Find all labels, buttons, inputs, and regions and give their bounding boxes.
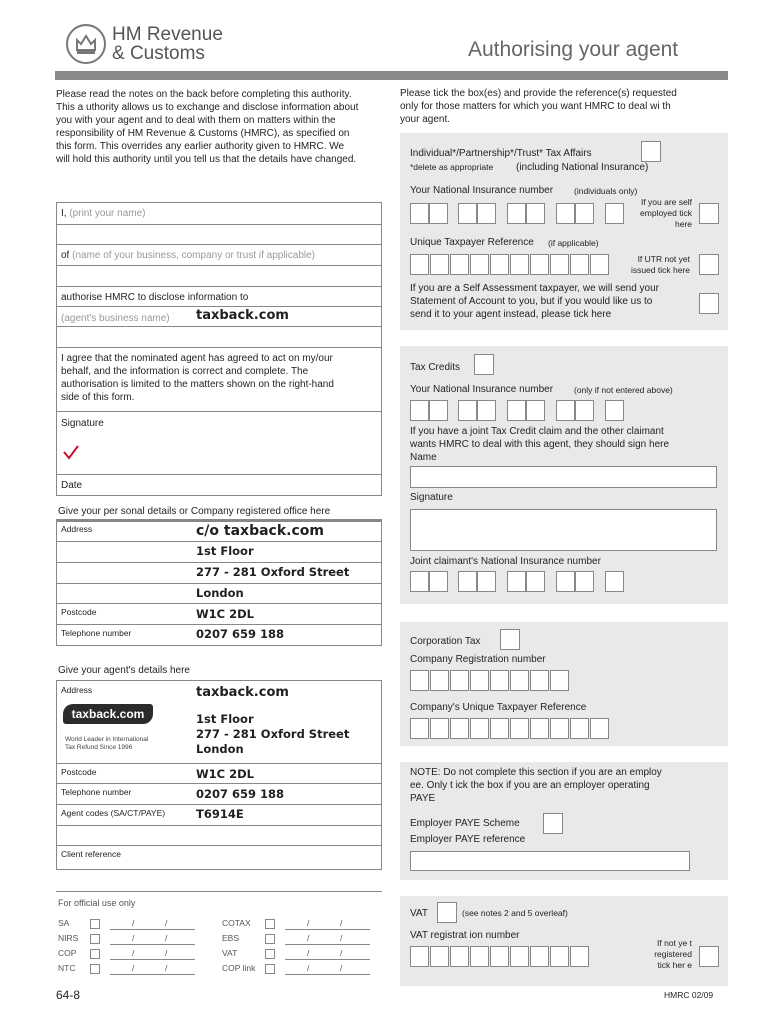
official-checkbox[interactable] xyxy=(90,919,100,929)
vat-char-box[interactable] xyxy=(450,946,469,967)
agent-postcode[interactable]: W1C 2DL xyxy=(196,767,255,781)
ni-char-box[interactable] xyxy=(526,203,545,224)
crn-char-box[interactable] xyxy=(490,670,509,691)
utr-char-box[interactable] xyxy=(510,254,529,275)
paye-scheme-label: Employer PAYE Scheme xyxy=(410,818,520,829)
official-checkbox[interactable] xyxy=(265,919,275,929)
official-checkbox[interactable] xyxy=(90,949,100,959)
corporation-title: Corporation Tax xyxy=(410,636,481,647)
joint-ni-char-box[interactable] xyxy=(458,571,477,592)
utr-not-yet-text: If UTR not yet issued tick here xyxy=(630,254,690,275)
agent-codes-label: Agent codes (SA/CT/PAYE) xyxy=(61,808,166,818)
vat-char-box[interactable] xyxy=(470,946,489,967)
crn-char-box[interactable] xyxy=(430,670,449,691)
tc-name-label: Name xyxy=(410,452,437,463)
official-date-field[interactable]: / / xyxy=(110,918,195,930)
crn-char-box[interactable] xyxy=(550,670,569,691)
vat-reg-label: VAT registrat ion number xyxy=(410,930,520,941)
date-label: Date xyxy=(61,480,83,491)
joint-ni-label: Joint claimant's National Insurance number xyxy=(410,556,601,567)
official-date-field[interactable]: / / xyxy=(285,963,370,975)
official-row-label: VAT xyxy=(222,948,238,958)
paye-tick-box[interactable] xyxy=(543,813,563,834)
crn-label: Company Registration number xyxy=(410,654,546,665)
page-title: Authorising your agent xyxy=(468,38,679,61)
ni-char-box[interactable] xyxy=(605,203,624,224)
official-checkbox[interactable] xyxy=(265,964,275,974)
company-utr-char-box[interactable] xyxy=(430,718,449,739)
official-row-label: COP link xyxy=(222,963,256,973)
official-date-field[interactable]: / / xyxy=(110,933,195,945)
agent-heading: Give your agent's details here xyxy=(58,665,190,676)
joint-ni-char-box[interactable] xyxy=(575,571,594,592)
paye-ref-field[interactable] xyxy=(410,851,690,871)
ni-char-box[interactable] xyxy=(458,203,477,224)
vat-char-box[interactable] xyxy=(490,946,509,967)
right-intro: Please tick the box(es) and provide the reference(s) requested only for those matters for which you want HMRC to deal wi th your agent. xyxy=(400,88,677,125)
personal-address-line-3[interactable]: 277 - 281 Oxford Street xyxy=(196,565,350,579)
agent-address-line-1[interactable]: 1st Floor xyxy=(196,712,254,726)
ind-ni-label: Your National Insurance number xyxy=(410,185,554,196)
tc-ni-char-box[interactable] xyxy=(575,400,594,421)
intro-text: Please read the notes on the back before completing this authority. This a uthority allows us to exchange and disclose information about you with your agent and to deal with them on matters within the responsibility of HM Revenue & Customs (HMRC), as specified on this form. This overrides any earlier authority given to HMRC. We will hold this authority until you tell us that the details have changed. xyxy=(56,89,359,165)
vat-note: (see notes 2 and 5 overleaf) xyxy=(462,908,568,918)
tc-ni-char-box[interactable] xyxy=(477,400,496,421)
agent-phone[interactable]: 0207 659 188 xyxy=(196,787,285,801)
signature-label: Signature xyxy=(61,418,104,429)
paye-note: NOTE: Do not complete this section if you are an employ ee. Only t ick the box if you are an employer operating PAYE xyxy=(410,767,662,804)
brand-name: HM Revenue & Customs xyxy=(112,24,223,64)
vat-title: VAT xyxy=(410,908,428,919)
tc-ni-char-box[interactable] xyxy=(605,400,624,421)
form-version: HMRC 02/09 xyxy=(664,990,714,1000)
agent-phone-label: Telephone number xyxy=(61,787,132,797)
utr-char-box[interactable] xyxy=(570,254,589,275)
company-utr-char-box[interactable] xyxy=(590,718,609,739)
vat-not-yet-tick-box[interactable] xyxy=(699,946,719,967)
vat-char-box[interactable] xyxy=(550,946,569,967)
ind-ni-note: (individuals only) xyxy=(574,186,638,196)
signature-tick-icon[interactable] xyxy=(62,444,80,465)
company-utr-char-box[interactable] xyxy=(410,718,429,739)
tc-ni-char-box[interactable] xyxy=(507,400,526,421)
personal-phone[interactable]: 0207 659 188 xyxy=(196,627,285,641)
agent-codes[interactable]: T6914E xyxy=(196,807,244,821)
header-rule xyxy=(55,71,728,80)
vat-char-box[interactable] xyxy=(570,946,589,967)
official-row-label: SA xyxy=(58,918,70,928)
agent-hint: (agent's business name) xyxy=(61,313,170,324)
tax-credits-title: Tax Credits xyxy=(410,362,461,373)
official-checkbox[interactable] xyxy=(265,934,275,944)
tc-signature-label: Signature xyxy=(410,492,453,503)
self-employed-text: If you are self employed tick here xyxy=(640,197,692,229)
joint-ni-char-box[interactable] xyxy=(477,571,496,592)
agent-address-name[interactable]: taxback.com xyxy=(196,685,289,700)
name-field[interactable]: I, (print your name) xyxy=(61,208,146,219)
client-ref-label: Client reference xyxy=(61,849,122,859)
joint-ni-char-box[interactable] xyxy=(507,571,526,592)
tc-ni-char-box[interactable] xyxy=(556,400,575,421)
self-employed-tick-box[interactable] xyxy=(699,203,719,224)
utr-char-box[interactable] xyxy=(430,254,449,275)
individual-tick-box[interactable] xyxy=(641,141,661,162)
sa-tick-box[interactable] xyxy=(699,293,719,314)
agreement-text: I agree that the nominated agent has agreed to act on my/our behalf, and the information is correct and complete. The authorisation is limited to the matters shown on the right-hand side of this form. xyxy=(61,353,334,403)
crn-char-box[interactable] xyxy=(530,670,549,691)
utr-char-box[interactable] xyxy=(410,254,429,275)
joint-ni-char-box[interactable] xyxy=(556,571,575,592)
joint-claim-text: If you have a joint Tax Credit claim and the other claimant wants HMRC to deal with this agent, they should sign here xyxy=(410,426,670,450)
utr-char-box[interactable] xyxy=(530,254,549,275)
personal-address-line-4[interactable]: London xyxy=(196,586,244,600)
corporation-tick-box[interactable] xyxy=(500,629,520,650)
official-date-field[interactable]: / / xyxy=(110,963,195,975)
ni-char-box[interactable] xyxy=(429,203,448,224)
tc-ni-note: (only if not entered above) xyxy=(574,385,673,395)
official-date-field[interactable]: / / xyxy=(285,933,370,945)
official-date-field[interactable]: / / xyxy=(285,948,370,960)
paye-ref-label: Employer PAYE reference xyxy=(410,834,526,845)
tax-credits-tick-box[interactable] xyxy=(474,354,494,375)
official-date-field[interactable]: / / xyxy=(285,918,370,930)
ni-char-box[interactable] xyxy=(477,203,496,224)
ni-char-box[interactable] xyxy=(556,203,575,224)
personal-postcode[interactable]: W1C 2DL xyxy=(196,607,255,621)
official-row-label: COTAX xyxy=(222,918,251,928)
vat-char-box[interactable] xyxy=(410,946,429,967)
company-utr-char-box[interactable] xyxy=(450,718,469,739)
utr-note: (if applicable) xyxy=(548,238,599,248)
official-checkbox[interactable] xyxy=(90,934,100,944)
individual-title: Individual*/Partnership*/Trust* Tax Affairs xyxy=(410,148,592,159)
utr-char-box[interactable] xyxy=(590,254,609,275)
tc-signature-field[interactable] xyxy=(410,509,717,551)
crn-char-box[interactable] xyxy=(410,670,429,691)
vat-tick-box[interactable] xyxy=(437,902,457,923)
ni-char-box[interactable] xyxy=(575,203,594,224)
personal-address-label: Address xyxy=(61,524,93,534)
utr-char-box[interactable] xyxy=(450,254,469,275)
utr-label: Unique Taxpayer Reference xyxy=(410,237,534,248)
agent-address-line-3[interactable]: London xyxy=(196,742,244,756)
incl-ni-note: (including National Insurance) xyxy=(516,162,649,173)
ni-char-box[interactable] xyxy=(507,203,526,224)
agent-address-label: Address xyxy=(61,685,93,695)
joint-ni-char-box[interactable] xyxy=(429,571,448,592)
company-utr-char-box[interactable] xyxy=(470,718,489,739)
vat-not-yet-text: If not ye t registered tick her e xyxy=(654,938,692,970)
of-field[interactable]: of (name of your business, company or trust if applicable) xyxy=(61,250,316,261)
utr-char-box[interactable] xyxy=(470,254,489,275)
joint-ni-char-box[interactable] xyxy=(410,571,429,592)
personal-address-line-2[interactable]: 1st Floor xyxy=(196,544,254,558)
personal-postcode-label: Postcode xyxy=(61,607,97,617)
vat-char-box[interactable] xyxy=(530,946,549,967)
crn-char-box[interactable] xyxy=(450,670,469,691)
company-utr-char-box[interactable] xyxy=(550,718,569,739)
personal-phone-label: Telephone number xyxy=(61,628,132,638)
crn-char-box[interactable] xyxy=(470,670,489,691)
vat-char-box[interactable] xyxy=(510,946,529,967)
official-row-label: NIRS xyxy=(58,933,79,943)
tc-ni-char-box[interactable] xyxy=(429,400,448,421)
form-code: 64-8 xyxy=(56,988,81,1002)
delete-note: *delete as appropriate xyxy=(410,162,494,172)
joint-ni-char-box[interactable] xyxy=(526,571,545,592)
official-heading: For official use only xyxy=(58,898,136,908)
joint-ni-char-box[interactable] xyxy=(605,571,624,592)
official-row-label: EBS xyxy=(222,933,240,943)
utr-char-box[interactable] xyxy=(490,254,509,275)
company-utr-char-box[interactable] xyxy=(510,718,529,739)
personal-heading: Give your per sonal details or Company registered office here xyxy=(58,506,331,517)
crn-char-box[interactable] xyxy=(510,670,529,691)
tc-ni-char-box[interactable] xyxy=(410,400,429,421)
authorisation-box xyxy=(56,202,382,496)
official-date-field[interactable]: / / xyxy=(110,948,195,960)
official-row-label: NTC xyxy=(58,963,76,973)
logo-tagline: World Leader in International Tax Refund Since 1996 xyxy=(65,736,149,751)
crest-icon xyxy=(66,24,106,64)
official-checkbox[interactable] xyxy=(90,964,100,974)
ni-char-box[interactable] xyxy=(410,203,429,224)
agent-address-line-2[interactable]: 277 - 281 Oxford Street xyxy=(196,727,350,741)
official-checkbox[interactable] xyxy=(265,949,275,959)
official-row-label: COP xyxy=(58,948,77,958)
taxback-logo: taxback.com xyxy=(63,704,153,724)
company-utr-char-box[interactable] xyxy=(530,718,549,739)
sa-text: If you are a Self Assessment taxpayer, we will send your Statement of Account to you, but if you would like us to send it to your agent instead, please tick here xyxy=(410,283,660,320)
personal-address-line-1[interactable]: c/o taxback.com xyxy=(196,523,324,539)
agent-postcode-label: Postcode xyxy=(61,767,97,777)
authorise-text: authorise HMRC to disclose information to xyxy=(61,292,249,303)
official-rule xyxy=(56,891,382,892)
tc-ni-label: Your National Insurance number xyxy=(410,384,554,395)
agent-business-name[interactable]: taxback.com xyxy=(196,308,289,323)
utr-char-box[interactable] xyxy=(550,254,569,275)
company-utr-char-box[interactable] xyxy=(570,718,589,739)
company-utr-label: Company's Unique Taxpayer Reference xyxy=(410,702,587,713)
tc-ni-char-box[interactable] xyxy=(526,400,545,421)
tc-ni-char-box[interactable] xyxy=(458,400,477,421)
utr-not-yet-tick-box[interactable] xyxy=(699,254,719,275)
tc-name-field[interactable] xyxy=(410,466,717,488)
company-utr-char-box[interactable] xyxy=(490,718,509,739)
vat-char-box[interactable] xyxy=(430,946,449,967)
